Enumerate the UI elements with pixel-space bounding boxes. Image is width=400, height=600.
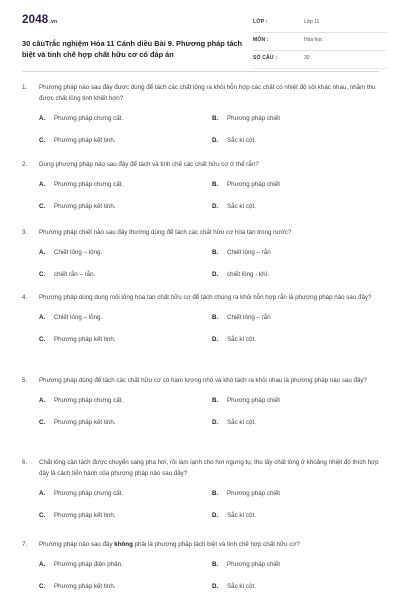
question-stem — [22, 159, 382, 170]
option-c[interactable]: C. Phương pháp kết tinh. — [39, 203, 116, 210]
option-d[interactable]: D. Sắc kí cột. — [212, 419, 256, 426]
option-d[interactable]: D. chiết lỏng - khí. — [212, 271, 269, 278]
logo-main-text: 2048 — [22, 14, 49, 26]
question-2 — [22, 159, 382, 215]
option-c[interactable]: C. Phương pháp kết tinh. — [39, 512, 116, 519]
document-title: 30 câuTrắc nghiệm Hóa 11 Cánh diều Bài 9. Phương pháp tách biệt và tinh chế hợp chất hữu cơ có đáp án — [22, 39, 243, 59]
question-text: Chất lỏng cần tách được chuyển sang pha hơi, rồi làm lạnh cho hơi ngưng tụ, thu lấy chất lỏng ở khoảng nhiệt độ thích hợp đây là cách tiến hành của phương pháp nào sau đây? — [39, 459, 379, 477]
meta-value: 30 — [304, 55, 310, 61]
option-b[interactable]: B. Phương pháp chiết — [212, 561, 280, 568]
document-header — [22, 14, 382, 66]
question-number: 5. — [22, 377, 28, 384]
option-d[interactable]: D. Sắc kí cột. — [212, 583, 256, 590]
site-logo[interactable] — [22, 14, 57, 26]
question-number: 4. — [22, 294, 28, 301]
question-text-post: phải là phương pháp tách biệt và tinh chế hợp chất hữu cơ? — [132, 541, 300, 548]
option-b[interactable]: B. Phương pháp chiết — [212, 115, 280, 122]
meta-label: SỐ CÂU : — [253, 55, 278, 61]
meta-row-count — [253, 53, 387, 69]
question-3 — [22, 227, 382, 283]
option-a[interactable]: A. Phương pháp chưng cất. — [39, 181, 124, 188]
question-text: Phương pháp chiết nào sau đây thường dùng để tách các chất hữu cơ hòa tan trong nước? — [39, 229, 292, 236]
question-text: Phương pháp dùng để tách các chất hữu cơ có hàm lượng nhỏ và khó tách ra khỏi nhau là phương pháp nào sau đây? — [39, 377, 367, 384]
meta-panel — [253, 17, 387, 71]
question-number: 3. — [22, 229, 28, 236]
option-a[interactable]: A. Chiết lỏng – lỏng. — [39, 314, 103, 321]
option-b[interactable]: B. Phương pháp chiết — [212, 181, 280, 188]
option-d[interactable]: D. Sắc kí cột. — [212, 512, 256, 519]
meta-value: Lớp 11 — [304, 19, 320, 25]
options-grid — [22, 386, 382, 431]
question-text: Phương pháp dùng dung môi lỏng hòa tan chất hữu cơ để tách chúng ra khỏi hỗn hợp rắn là phương pháp nào sau đây? — [39, 294, 372, 301]
question-4 — [22, 292, 382, 348]
question-text-emphasis: không — [114, 541, 133, 548]
option-b[interactable]: B. Phương pháp chiết — [212, 397, 280, 404]
question-number: 7. — [22, 541, 28, 548]
option-a[interactable]: A. Phương pháp điện phân. — [39, 561, 123, 568]
option-a[interactable]: A. Phương pháp chưng cất. — [39, 115, 124, 122]
option-a[interactable]: A. Phương pháp chưng cất. — [39, 397, 124, 404]
question-stem — [22, 227, 382, 238]
question-stem — [22, 457, 382, 479]
option-d[interactable]: D. Sắc kí cột. — [212, 203, 256, 210]
meta-value: Hóa học — [304, 37, 323, 43]
question-stem — [22, 82, 382, 104]
option-b[interactable]: B. Phương pháp chiết — [212, 490, 280, 497]
question-7 — [22, 539, 382, 595]
question-stem — [22, 292, 382, 303]
question-stem — [22, 539, 382, 550]
option-c[interactable]: C. Phương pháp kết tinh. — [39, 137, 116, 144]
question-stem — [22, 375, 382, 386]
header-divider — [22, 71, 379, 72]
option-b[interactable]: B. Chiết lỏng – rắn — [212, 249, 271, 256]
question-number: 6. — [22, 459, 28, 466]
question-1 — [22, 82, 382, 149]
meta-row-subject — [253, 35, 387, 51]
options-grid — [22, 303, 382, 348]
option-c[interactable]: C. chiết rắn – rắn. — [39, 271, 96, 278]
question-number: 2. — [22, 161, 28, 168]
options-grid — [22, 170, 382, 215]
question-number: 1. — [22, 84, 28, 91]
logo-sub-text: .vn — [49, 19, 58, 25]
question-5 — [22, 375, 382, 431]
options-grid — [22, 479, 382, 524]
option-a[interactable]: A. Chiết lỏng – lỏng. — [39, 249, 103, 256]
options-grid — [22, 104, 382, 149]
option-b[interactable]: B. Chiết lỏng – rắn — [212, 314, 271, 321]
option-d[interactable]: D. Sắc kí cột. — [212, 137, 256, 144]
question-6 — [22, 457, 382, 524]
meta-row-class — [253, 17, 387, 33]
option-c[interactable]: C. Phương pháp kết tinh. — [39, 583, 116, 590]
question-text: Phương pháp nào sau đây được dùng để tách các chất lỏng ra khỏi hỗn hợp các chất có nhiệt độ sôi khác nhau, nhằm thu được chất lỏng tinh khiết hơn? — [39, 84, 376, 102]
question-text-pre: Phương pháp nào sau đây — [39, 541, 115, 548]
options-grid — [22, 550, 382, 595]
option-c[interactable]: C. Phương pháp kết tinh. — [39, 336, 116, 343]
meta-label: LỚP : — [253, 19, 268, 25]
option-c[interactable]: C. Phương pháp kết tinh. — [39, 419, 116, 426]
option-d[interactable]: D. Sắc kí cột. — [212, 336, 256, 343]
meta-label: MÔN : — [253, 37, 269, 43]
option-a[interactable]: A. Phương pháp chưng cất. — [39, 490, 124, 497]
options-grid — [22, 238, 382, 283]
question-text: Dùng phương pháp nào sau đây để tách và tinh chế các chất hữu cơ ở thể rắn? — [39, 161, 259, 168]
